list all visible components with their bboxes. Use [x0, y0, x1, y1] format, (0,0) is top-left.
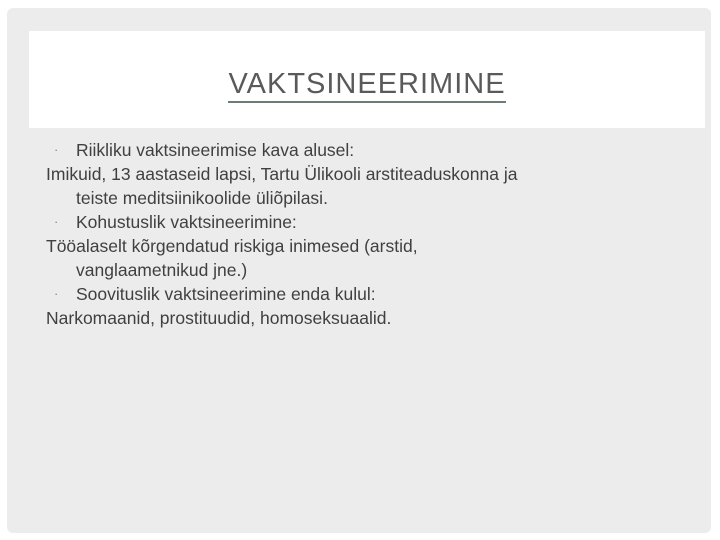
paragraph-line: Imikuid, 13 aastaseid lapsi, Tartu Ülikooli arstiteaduskonna ja — [46, 164, 518, 184]
bullet-line — [46, 210, 686, 234]
list-item — [46, 138, 686, 210]
bullet-text: Soovituslik vaktsineerimine enda kulul: — [76, 284, 376, 304]
slide-content — [46, 138, 686, 330]
list-item — [46, 210, 686, 282]
list-item — [46, 282, 686, 330]
bullet-icon: · — [54, 214, 59, 229]
title-box — [29, 31, 705, 128]
bullet-icon: · — [54, 142, 59, 157]
bullet-text: Kohustuslik vaktsineerimine: — [76, 212, 297, 232]
bullet-icon: · — [54, 286, 59, 301]
paragraph-continuation: vanglaametnikud jne.) — [76, 260, 248, 280]
slide-title: VAKTSINEERIMINE — [228, 67, 505, 103]
paragraph-continuation: teiste meditsiinikoolide üliõpilasi. — [76, 188, 328, 208]
paragraph-line: Tööalaselt kõrgendatud riskiga inimesed (arstid, — [46, 236, 418, 256]
bullet-line — [46, 282, 686, 306]
slide-title-container — [29, 67, 705, 103]
paragraph-line: Narkomaanid, prostituudid, homoseksuaalid. — [46, 308, 392, 328]
bullet-text: Riikliku vaktsineerimise kava alusel: — [76, 140, 355, 160]
bullet-line — [46, 138, 686, 162]
